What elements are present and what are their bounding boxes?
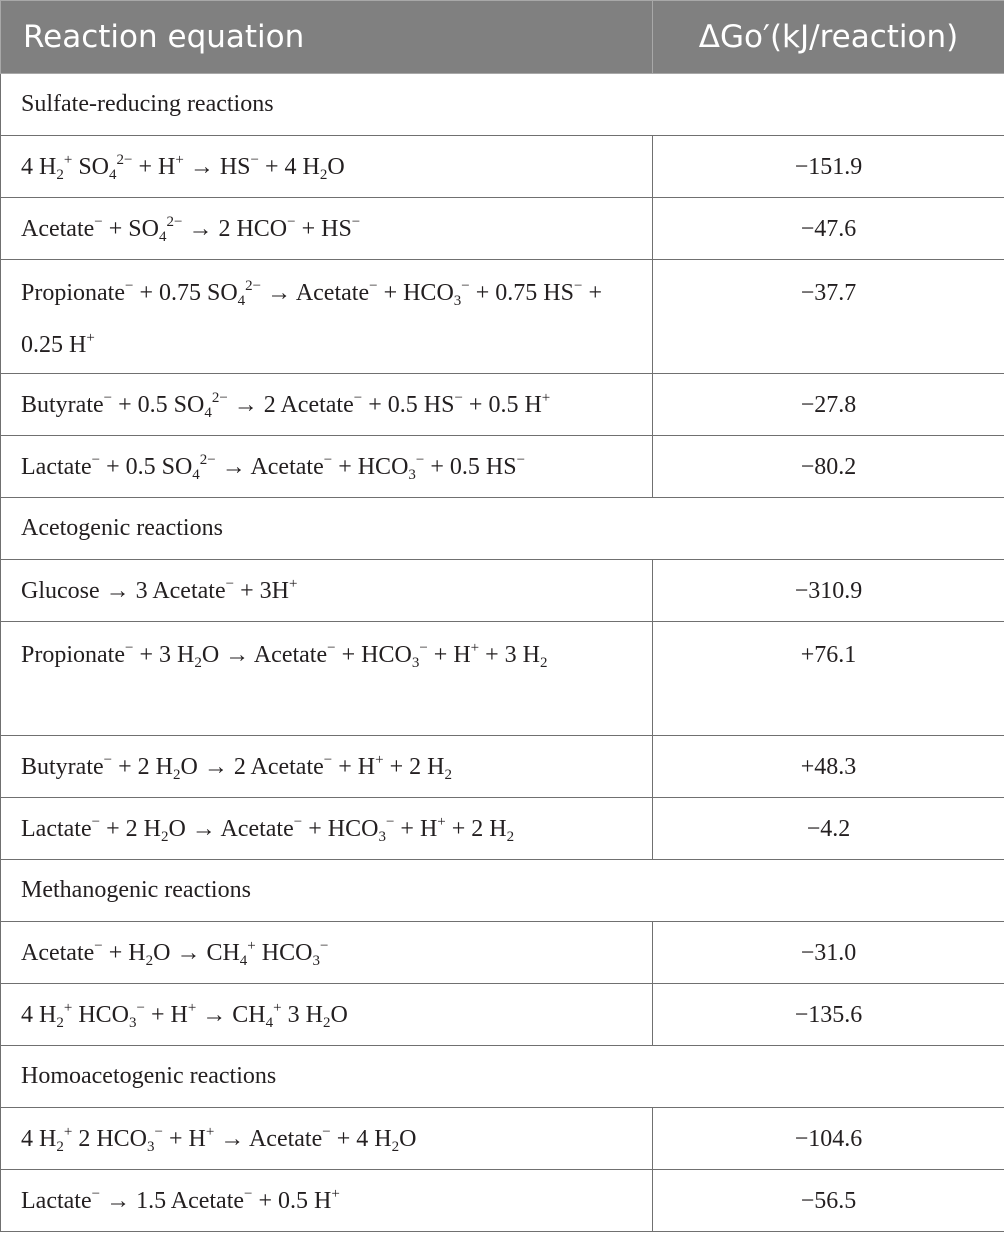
equation-cell: Butyrate− + 2 $H_2O \to 2$ Acetate− + H+ + 2 $H_2$ [1, 736, 653, 798]
table-row [1, 560, 1004, 622]
table-row [1, 198, 1004, 260]
equation-cell: Propionate− + 3 $H_2O$ → Acetate− + $HCO_3^- + H^+ + 3$ $H_2$ [1, 622, 653, 736]
energy-cell: −135.6 [653, 984, 1004, 1046]
table-row [1, 1108, 1004, 1170]
equation-cell: Butyrate− + 0.5 $SO_4^{2-} \to 2$ Acetate− + 0.5 HS− + 0.5 H+ [1, 374, 653, 436]
table-row [1, 622, 1004, 736]
energy-cell: −4.2 [653, 798, 1004, 860]
energy-cell: −151.9 [653, 136, 1004, 198]
energy-cell: +76.1 [653, 622, 1004, 736]
table-row [1, 260, 1004, 374]
section-acetogenic: Acetogenic reactions [1, 498, 1004, 560]
section-row [1, 498, 1004, 560]
equation-cell: Acetate− + $SO_4^{2-} \to 2$ HCO− + HS− [1, 198, 653, 260]
equation-cell: Lactate− → 1.5 Acetate− + 0.5 H+ [1, 1170, 653, 1232]
equation-cell: 4 $H_2^+$ $HCO_3^- + H^+ \to CH_4^+$ 3 $H_2O$ [1, 984, 653, 1046]
table-row [1, 436, 1004, 498]
table-row [1, 1170, 1004, 1232]
energy-cell: −47.6 [653, 198, 1004, 260]
table-row [1, 922, 1004, 984]
energy-cell: −104.6 [653, 1108, 1004, 1170]
energy-cell: −310.9 [653, 560, 1004, 622]
energy-cell: −31.0 [653, 922, 1004, 984]
section-row [1, 860, 1004, 922]
section-row [1, 74, 1004, 136]
table-row [1, 374, 1004, 436]
energy-cell: −80.2 [653, 436, 1004, 498]
equation-cell: 4 $H_2^+$ $SO_4^{2-} + H^+ \to HS^- + 4$ $H_2O$ [1, 136, 653, 198]
section-methanogenic: Methanogenic reactions [1, 860, 1004, 922]
energy-cell: +48.3 [653, 736, 1004, 798]
header-row [1, 1, 1004, 74]
equation-cell: Lactate− + 0.5 $SO_4^{2-}$ → Acetate− + $HCO_3^- + 0.5$ HS− [1, 436, 653, 498]
equation-cell: Lactate− + 2 $H_2O$ → Acetate− + $HCO_3^- + H^+ + 2$ $H_2$ [1, 798, 653, 860]
equation-cell: Propionate− + 0.75 $SO_4^{2-}$ → Acetate− + $HCO_3^- + 0.75$ HS− + 0.25 H+ [1, 260, 653, 374]
table-row [1, 984, 1004, 1046]
table-row [1, 136, 1004, 198]
energy-cell: −27.8 [653, 374, 1004, 436]
equation-cell: 4 $H_2^+$ 2 $HCO_3^- + H^+$ → Acetate− + 4 $H_2O$ [1, 1108, 653, 1170]
table-row [1, 798, 1004, 860]
section-row [1, 1046, 1004, 1108]
header-energy: ΔGo′(kJ/reaction) [653, 1, 1004, 74]
energy-cell: −37.7 [653, 260, 1004, 374]
section-sulfate: Sulfate-reducing reactions [1, 74, 1004, 136]
table-row [1, 736, 1004, 798]
energy-cell: −56.5 [653, 1170, 1004, 1232]
header-equation: Reaction equation [1, 1, 653, 74]
equation-cell: Glucose → 3 Acetate− + 3H+ [1, 560, 653, 622]
section-homoacetogenic: Homoacetogenic reactions [1, 1046, 1004, 1108]
equation-cell: Acetate− + $H_2O \to CH_4^+$ $HCO_3^-$ [1, 922, 653, 984]
